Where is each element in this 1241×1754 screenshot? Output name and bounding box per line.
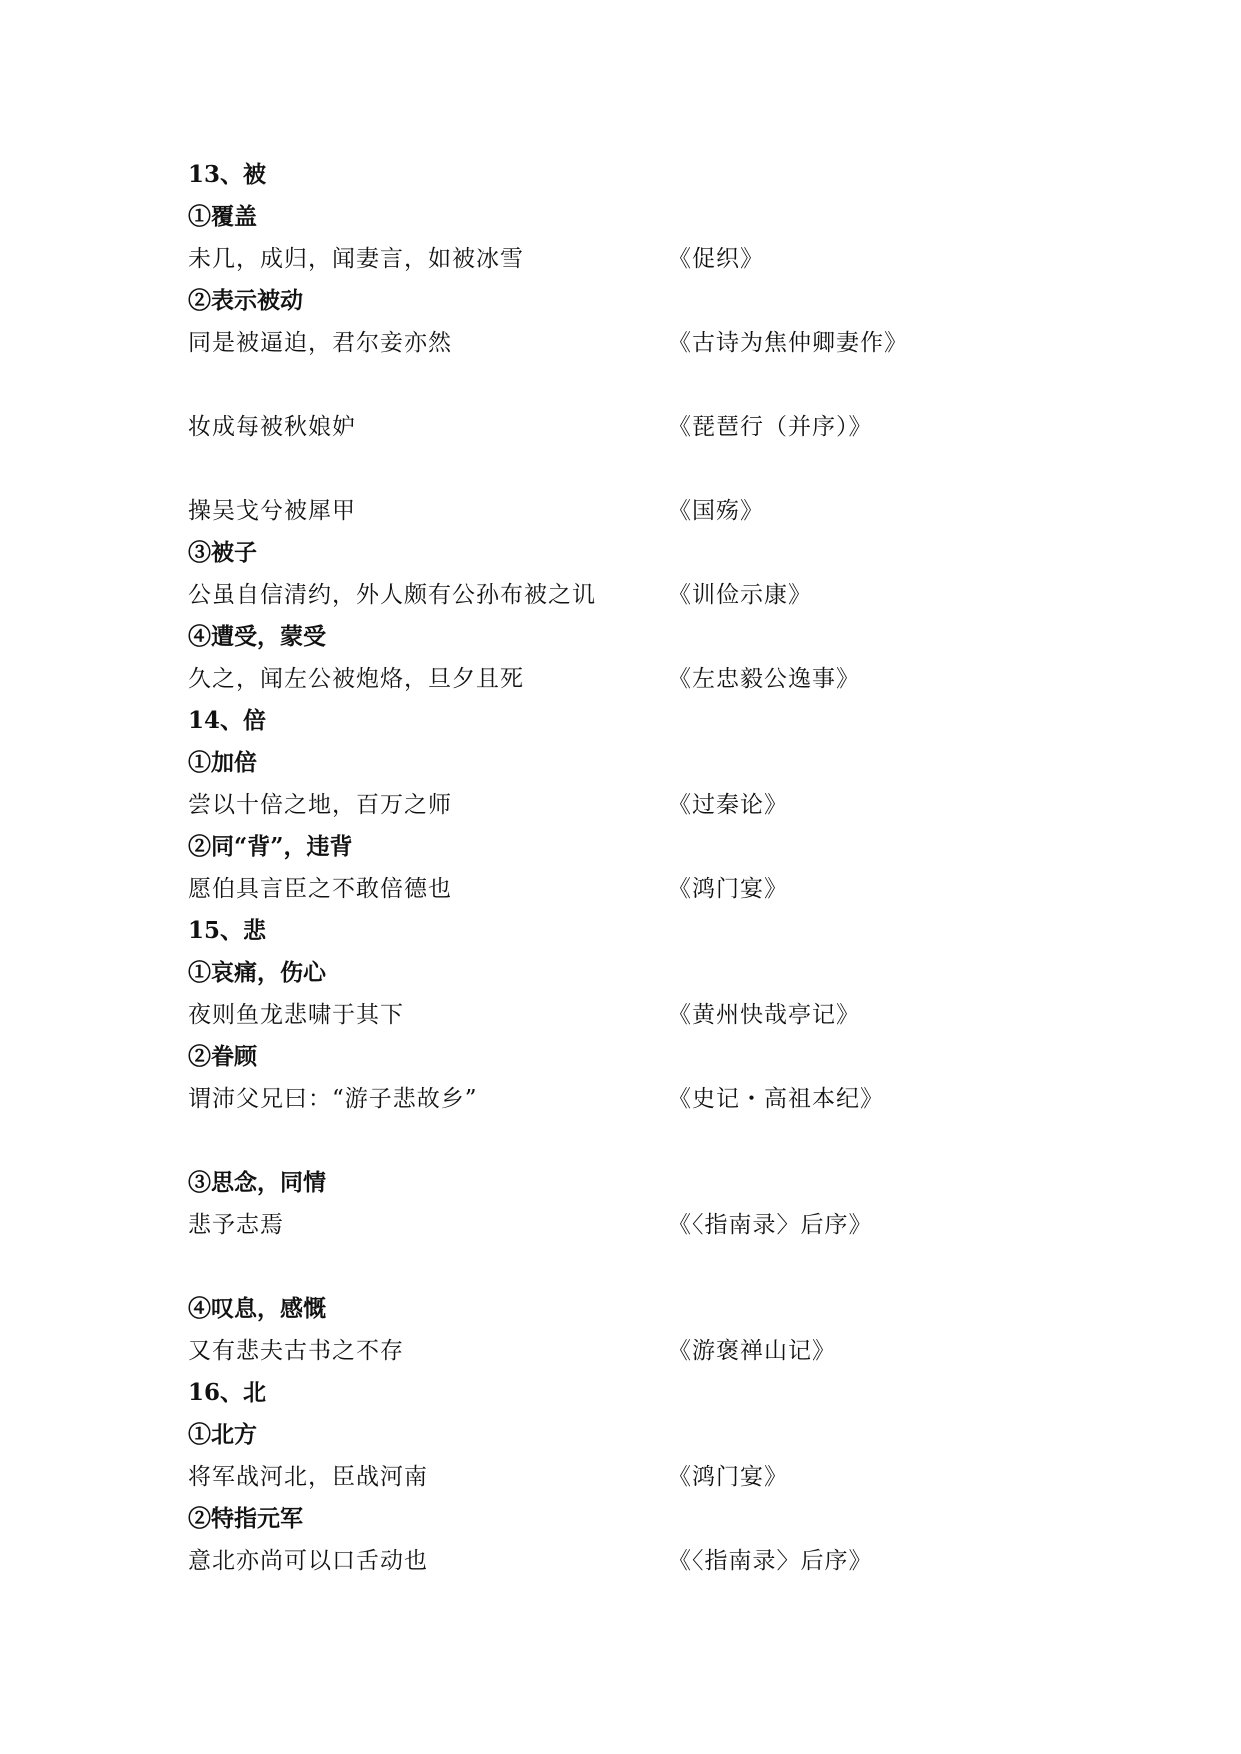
sense-label: ①哀痛，伤心 — [188, 959, 326, 986]
example-quote: 谓沛父兄曰：“游子悲故乡” — [188, 1086, 478, 1112]
example-quote: 将军战河北，臣战河南 — [188, 1464, 428, 1490]
example-row — [188, 406, 1088, 448]
sense-label: ①北方 — [188, 1421, 257, 1448]
sense-label: ①覆盖 — [188, 203, 257, 230]
sense-label: ②眷顾 — [188, 1043, 257, 1070]
example-row — [188, 658, 1088, 700]
entry-heading: 16、北 — [188, 1379, 267, 1406]
example-row — [188, 238, 1088, 280]
sense-label: ④遭受，蒙受 — [188, 623, 326, 650]
example-quote: 夜则鱼龙悲啸于其下 — [188, 1002, 404, 1028]
sense-label: ④叹息，感慨 — [188, 1295, 326, 1322]
example-row — [188, 1204, 1088, 1246]
example-row — [188, 784, 1088, 826]
example-quote: 同是被逼迫，君尔妾亦然 — [188, 330, 452, 356]
example-row — [188, 490, 1088, 532]
entry-heading: 15、悲 — [188, 917, 267, 944]
example-source: 《游褒禅山记》 — [668, 1338, 836, 1364]
example-quote: 久之，闻左公被炮烙，旦夕且死 — [188, 666, 524, 692]
example-row — [188, 1456, 1088, 1498]
example-row — [188, 868, 1088, 910]
sense-label: ②同“背”，违背 — [188, 833, 353, 860]
example-source: 《左忠毅公逸事》 — [668, 666, 860, 692]
entry-heading: 13、被 — [188, 161, 267, 188]
example-quote: 操吴戈兮被犀甲 — [188, 498, 356, 524]
example-source: 《〈指南录〉后序》 — [668, 1212, 873, 1238]
example-source: 《琵琶行（并序）》 — [668, 414, 873, 440]
example-row — [188, 1330, 1088, 1372]
example-source: 《鸿门宴》 — [668, 1464, 788, 1490]
example-row — [188, 994, 1088, 1036]
example-source: 《国殇》 — [668, 498, 764, 524]
example-row — [188, 1078, 1088, 1120]
example-source: 《古诗为焦仲卿妻作》 — [668, 330, 908, 356]
sense-label: ③被子 — [188, 539, 257, 566]
example-quote: 又有悲夫古书之不存 — [188, 1338, 404, 1364]
example-quote: 尝以十倍之地，百万之师 — [188, 792, 452, 818]
example-source: 《促织》 — [668, 246, 764, 272]
example-row — [188, 322, 1088, 364]
example-row — [188, 1540, 1088, 1582]
example-source: 《黄州快哉亭记》 — [668, 1002, 860, 1028]
example-quote: 公虽自信清约，外人颇有公孙布被之讥 — [188, 582, 596, 608]
example-source: 《鸿门宴》 — [668, 876, 788, 902]
sense-label: ①加倍 — [188, 749, 257, 776]
sense-label: ②表示被动 — [188, 287, 303, 314]
sense-label: ③思念，同情 — [188, 1169, 326, 1196]
example-source: 《过秦论》 — [668, 792, 788, 818]
example-source: 《〈指南录〉后序》 — [668, 1548, 873, 1574]
example-quote: 悲予志焉 — [188, 1212, 284, 1238]
example-source: 《训俭示康》 — [668, 582, 812, 608]
sense-label: ②特指元军 — [188, 1505, 303, 1532]
example-quote: 妆成每被秋娘妒 — [188, 414, 356, 440]
entry-heading: 14、倍 — [188, 707, 267, 734]
example-source: 《史记・高祖本纪》 — [668, 1086, 884, 1112]
example-row — [188, 574, 1088, 616]
example-quote: 愿伯具言臣之不敢倍德也 — [188, 876, 452, 902]
example-quote: 未几，成归，闻妻言，如被冰雪 — [188, 246, 524, 272]
example-quote: 意北亦尚可以口舌动也 — [188, 1548, 428, 1574]
